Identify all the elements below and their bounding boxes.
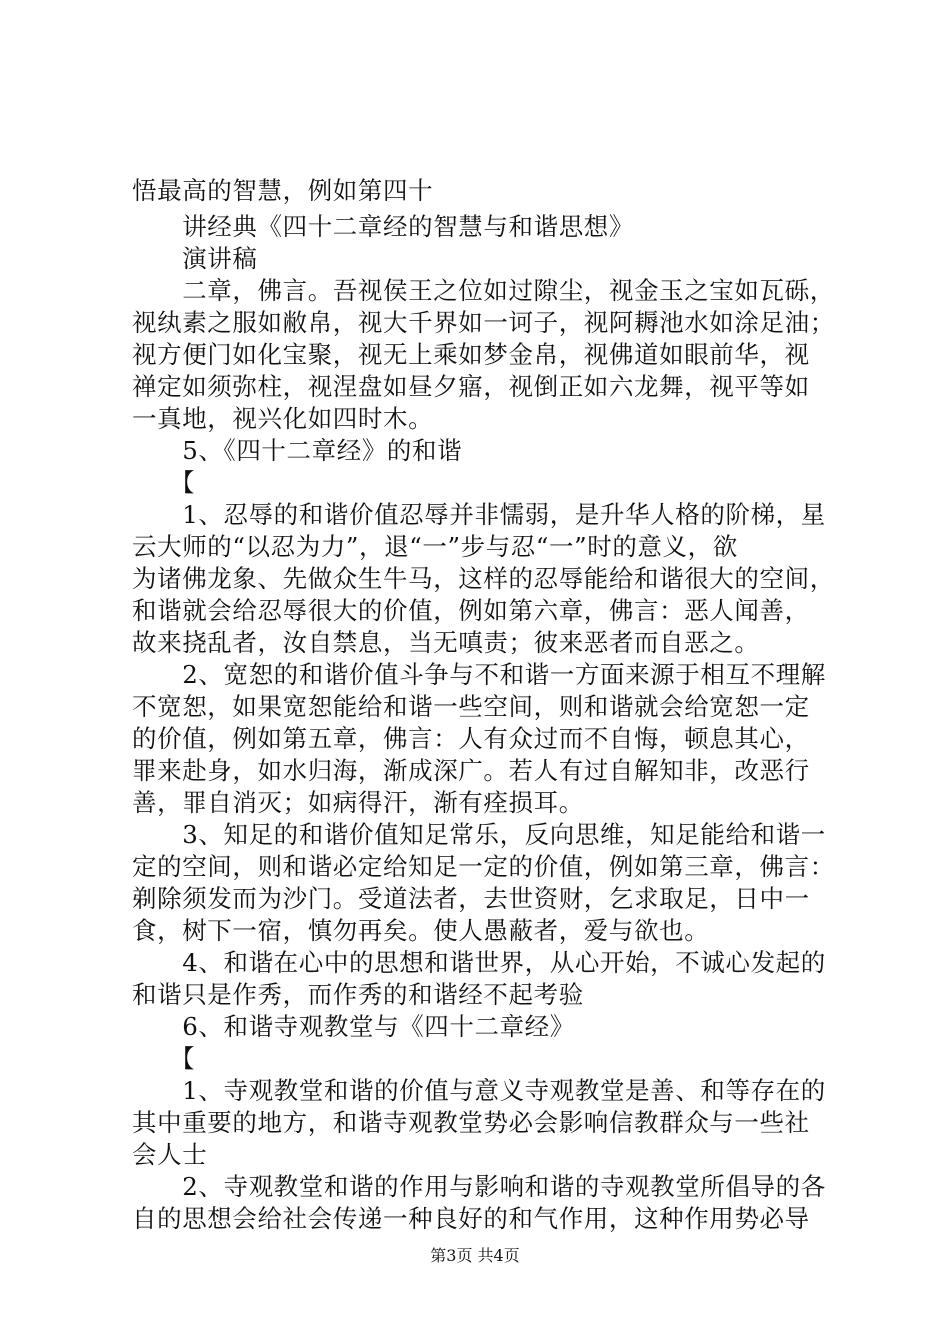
text-line: 剃除须发而为沙门。受道法者，去世资财，乞求取足，日中一 (132, 884, 810, 913)
text-line: 的价值，例如第五章，佛言：人有众过而不自悔，顿息其心， (132, 724, 810, 753)
text-line: 悟最高的智慧，例如第四十 (132, 176, 434, 205)
text-line: 二章，佛言。吾视侯王之位如过隙尘，视金玉之宝如瓦砾， (132, 276, 835, 305)
section-heading: 5、《四十二章经》的和谐 (132, 436, 463, 465)
text-line: 定的空间，则和谐必定给知足一定的价值，例如第三章，佛言： (132, 852, 835, 881)
text-line: 1、寺观教堂和谐的价值与意义寺观教堂是善、和等存在的 (132, 1076, 826, 1105)
text-line: 为诸佛龙象、先做众生牛马，这样的忍辱能给和谐很大的空间， (132, 564, 835, 593)
text-line: 视方便门如化宝聚，视无上乘如梦金帛，视佛道如眼前华，视 (132, 340, 810, 369)
text-line: 讲经典《四十二章经的智慧与和谐思想》 (132, 212, 634, 241)
text-line: 1、忍辱的和谐价值忍辱并非懦弱，是升华人格的阶梯，星 (132, 500, 826, 529)
text-line: 【 (132, 468, 196, 497)
text-line: 自的思想会给社会传递一种良好的和气作用，这种作用势必导 (132, 1204, 810, 1233)
text-line: 视纨素之服如敝帛，视大千界如一诃子，视阿耨池水如涂足油； (132, 308, 835, 337)
section-heading: 6、和谐寺观教堂与《四十二章经》 (132, 1012, 575, 1041)
text-line: 故来挠乱者，汝自禁息，当无嗔责；彼来恶者而自恶之。 (132, 628, 760, 657)
text-line: 和谐就会给忍辱很大的价值，例如第六章，佛言：恶人闻善， (132, 596, 810, 625)
text-line: 其中重要的地方，和谐寺观教堂势必会影响信教群众与一些社 (132, 1108, 810, 1137)
text-line: 演讲稿 (132, 244, 258, 273)
text-line: 云大师的“以忍为力”，退“一”步与忍“一”时的意义，欲 (132, 532, 738, 561)
text-line: 2、寺观教堂和谐的作用与影响和谐的寺观教堂所倡导的各 (132, 1172, 826, 1201)
text-line: 【 (132, 1044, 196, 1073)
text-line: 一真地，视兴化如四时木。 (132, 404, 434, 433)
text-line: 善，罪自消灭；如病得汗，渐有痊损耳。 (132, 788, 584, 817)
text-line: 不宽恕，如果宽恕能给和谐一些空间，则和谐就会给宽恕一定 (132, 692, 810, 721)
text-line: 罪来赴身，如水归海，渐成深广。若人有过自解知非，改恶行 (132, 756, 810, 785)
text-line: 禅定如须弥柱，视涅盘如昼夕寤，视倒正如六龙舞，视平等如 (132, 372, 810, 401)
page-number-footer: 第3页 共4页 (430, 1246, 520, 1265)
text-line: 3、知足的和谐价值知足常乐，反向思维，知足能给和谐一 (132, 820, 826, 849)
text-line: 4、和谐在心中的思想和谐世界，从心开始，不诚心发起的 (132, 948, 826, 977)
text-line: 会人士 (132, 1140, 208, 1169)
text-line: 和谐只是作秀，而作秀的和谐经不起考验 (132, 980, 584, 1009)
text-line: 2、宽恕的和谐价值斗争与不和谐一方面来源于相互不理解 (132, 660, 826, 689)
text-line: 食，树下一宿，慎勿再矣。使人愚蔽者，爱与欲也。 (132, 916, 710, 945)
